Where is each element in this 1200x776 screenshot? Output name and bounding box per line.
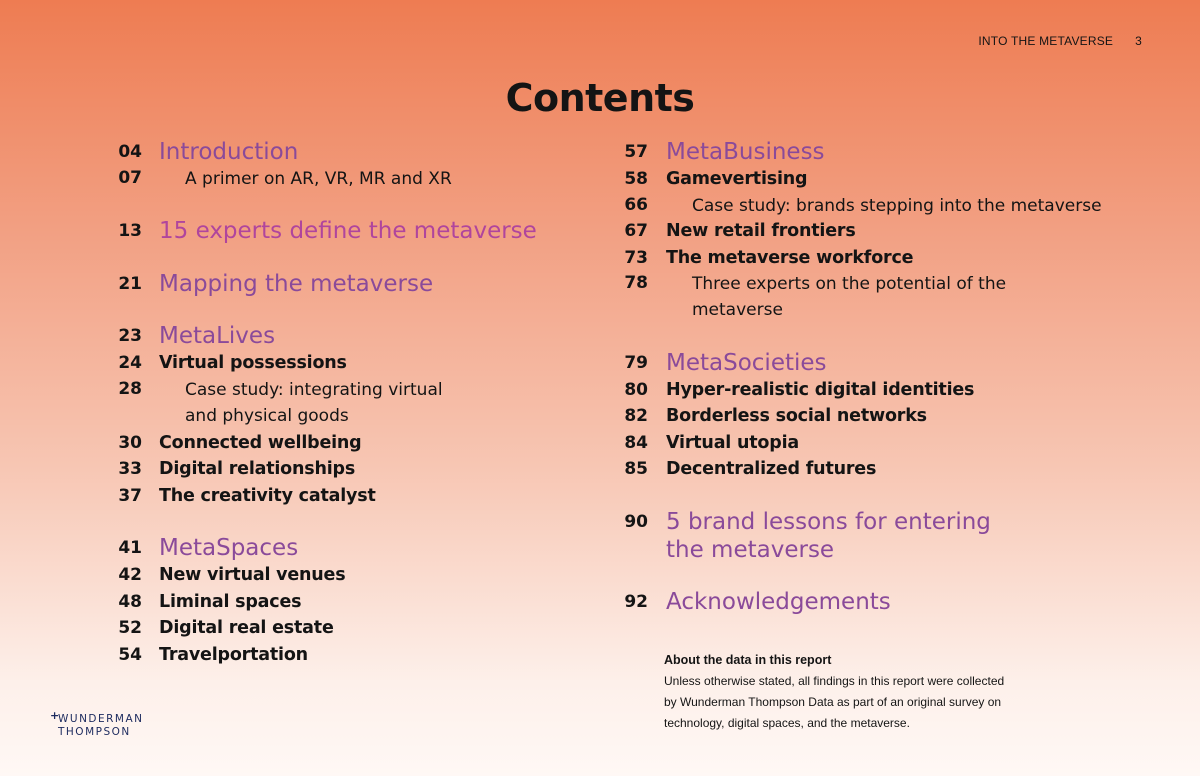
toc-entry-title	[666, 508, 991, 564]
toc-page-number: 30	[118, 433, 142, 453]
toc-entry-title	[159, 563, 345, 587]
toc-entry-title	[159, 643, 308, 667]
toc-page-number: 57	[624, 142, 648, 162]
toc-title-line: New retail frontiers	[666, 221, 856, 241]
toc-entry-title	[159, 484, 376, 508]
toc-page-number: 78	[624, 273, 648, 293]
toc-entry-title	[666, 219, 856, 243]
toc-page-number: 52	[118, 618, 142, 638]
toc-title-line: Travelportation	[159, 645, 308, 665]
toc-title-line: Digital relationships	[159, 459, 356, 479]
toc-page-number: 04	[118, 142, 142, 162]
toc-title-line: 15 experts define the metaverse	[159, 218, 537, 244]
toc-page-number: 82	[624, 406, 648, 426]
toc-entry-title	[666, 246, 913, 270]
toc-title-line: Acknowledgements	[666, 589, 891, 615]
toc-entry-title	[666, 378, 974, 402]
toc-page-number: 23	[118, 326, 142, 346]
toc-entry-title	[666, 167, 807, 191]
toc-entry-title	[666, 457, 876, 481]
toc-title-line: Digital real estate	[159, 618, 334, 638]
toc-title-line: Decentralized futures	[666, 459, 877, 479]
toc-title-line: Gamevertising	[666, 169, 808, 189]
about-line: technology, digital spaces, and the metaverse.	[664, 716, 910, 730]
toc-entry-title	[159, 217, 537, 245]
toc-page-number: 21	[118, 274, 142, 294]
toc-title-line: Three experts on the potential of the	[692, 274, 1007, 294]
logo-line-2: THOMPSON	[58, 726, 131, 738]
toc-title-line: MetaSpaces	[159, 535, 299, 561]
toc-title-line: 5 brand lessons for entering	[666, 509, 991, 535]
toc-entry-title	[159, 457, 355, 481]
toc-title-line: Case study: brands stepping into the metaverse	[692, 196, 1102, 216]
toc-title-line: MetaSocieties	[666, 350, 827, 376]
toc-entry-title	[159, 534, 298, 562]
toc-title-line: Borderless social networks	[666, 406, 927, 426]
toc-title-line: the metaverse	[666, 537, 835, 563]
toc-entry-title	[692, 271, 1006, 323]
toc-title-line: Mapping the metaverse	[159, 271, 434, 297]
toc-entry-title	[666, 588, 891, 616]
toc-title-line: A primer on AR, VR, MR and XR	[185, 169, 452, 189]
toc-page-number: 73	[624, 248, 648, 268]
about-line: by Wunderman Thompson Data as part of an original survey on	[664, 695, 1002, 709]
toc-title-line: The creativity catalyst	[159, 486, 376, 506]
toc-title-line: The metaverse workforce	[666, 248, 914, 268]
about-data-note	[664, 650, 1084, 734]
toc-title-line: New virtual venues	[159, 565, 346, 585]
logo-line-1: WUNDERMAN	[58, 713, 144, 725]
toc-entry-title	[159, 351, 347, 375]
toc-entry-title	[159, 431, 362, 455]
toc-entry-title	[185, 166, 452, 192]
page-title: Contents	[505, 76, 695, 120]
toc-entry-title	[159, 138, 298, 166]
toc-title-line: Virtual utopia	[666, 433, 799, 453]
toc-entry-title	[666, 349, 827, 377]
toc-page-number: 07	[118, 168, 142, 188]
running-header	[978, 34, 1142, 48]
toc-title-line: MetaLives	[159, 323, 276, 349]
toc-page-number: 79	[624, 353, 648, 373]
toc-entry-title	[692, 193, 1102, 219]
page-number: 3	[1135, 34, 1142, 48]
toc-title-line: Case study: integrating virtual	[185, 380, 443, 400]
toc-title-line: Introduction	[159, 139, 299, 165]
about-heading: About the data in this report	[664, 653, 832, 667]
about-line: Unless otherwise stated, all findings in this report were collected	[664, 674, 1005, 688]
toc-page-number: 24	[118, 353, 142, 373]
toc-page-number: 58	[624, 169, 648, 189]
toc-title-line: Hyper-realistic digital identities	[666, 380, 975, 400]
header-title: INTO THE METAVERSE	[978, 34, 1114, 48]
toc-entry-title	[666, 138, 825, 166]
toc-page-number: 33	[118, 459, 142, 479]
toc-page-number: 67	[624, 221, 648, 241]
toc-page-number: 41	[118, 538, 142, 558]
toc-entry-title	[159, 322, 275, 350]
toc-entry-title	[666, 431, 799, 455]
toc-entry-title	[159, 590, 301, 614]
toc-page-number: 85	[624, 459, 648, 479]
toc-page-number: 28	[118, 379, 142, 399]
toc-page-number: 42	[118, 565, 142, 585]
toc-title-line: Virtual possessions	[159, 353, 347, 373]
toc-page-number: 66	[624, 195, 648, 215]
toc-page-number: 80	[624, 380, 648, 400]
plus-icon: +	[50, 709, 61, 722]
toc-page-number: 90	[624, 512, 648, 532]
toc-entry-title	[159, 270, 433, 298]
toc-entry-title	[666, 404, 927, 428]
toc-title-line: Connected wellbeing	[159, 433, 362, 453]
toc-title-line: and physical goods	[185, 406, 349, 426]
toc-page-number: 13	[118, 221, 142, 241]
toc-page-number: 84	[624, 433, 648, 453]
toc-title-line: metaverse	[692, 300, 783, 320]
toc-page-number: 48	[118, 592, 142, 612]
toc-page-number: 92	[624, 592, 648, 612]
toc-entry-title	[159, 616, 334, 640]
toc-page-number: 37	[118, 486, 142, 506]
toc-page-number: 54	[118, 645, 142, 665]
toc-title-line: Liminal spaces	[159, 592, 302, 612]
wunderman-thompson-logo	[50, 709, 144, 739]
toc-entry-title	[185, 377, 443, 429]
toc-title-line: MetaBusiness	[666, 139, 825, 165]
